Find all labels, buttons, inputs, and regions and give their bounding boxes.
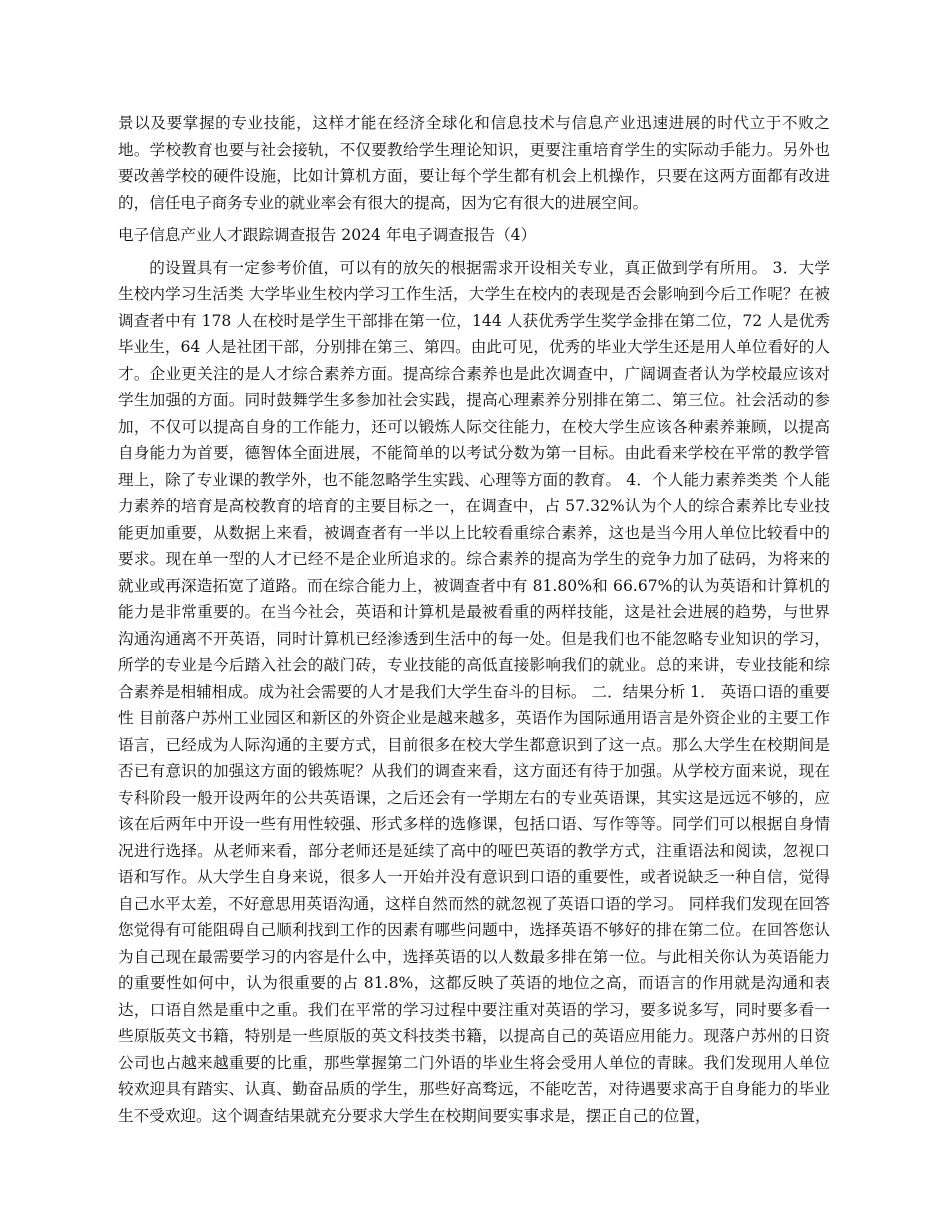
section-heading: 电子信息产业人才跟踪调查报告 2024 年电子调查报告（4）	[118, 226, 537, 244]
body-paragraph-1: 景以及要掌握的专业技能，这样才能在经济全球化和信息技术与信息产业迅速进展的时代立于不败之地。学校教育也要与社会接轨，不仅要教给学生理论知识，更要注重培育学生的实际动手能力。另外也要改善学校的硬件设施，比如计算机方面，要让每个学生都有机会上机操作，只要在这两方面都有改进的，信任电子商务专业的就业率会有很大的提高，因为它有很大的进展空间。	[118, 114, 830, 212]
body-paragraph-2: 的设置具有一定参考价值，可以有的放矢的根据需求开设相关专业，真正做到学有所用。 3．大学生校内学习生活类 大学毕业生校内学习工作生活，大学生在校内的表现是否会影响到今后工作呢？在被调查者中有 178 人在校时是学生干部排在第一位，144 人获优秀学生奖学金排在第二位，72 人是优秀毕业生，64 人是社团干部，分别排在第三、第四。由此可见，优秀的毕业大学生还是用人单位看好的人才。企业更关注的是人才综合素养方面。提高综合素养也是此次调查中，广阔调查者认为学校最应该对学生加强的方面。同时鼓舞学生多参加社会实践，提高心理素养分别排在第二、第三位。社会活动的参加，不仅可以提高自身的工作能力，还可以锻炼人际交往能力，在校大学生应该各种素养兼顾，以提高自身能力为首要，德智体全面进展，不能简单的以考试分数为第一目标。由此看来学校在平常的教学管理上，除了专业课的教学外，也不能忽略学生实践、心理等方面的教育。 4．个人能力素养类类 个人能力素养的培育是高校教育的培育的主要目标之一，在调查中，占 57.32%认为个人的综合素养比专业技能更加重要，从数据上来看，被调查者有一半以上比较看重综合素养，这也是当今用人单位比较看中的要求。现在单一型的人才已经不是企业所追求的。综合素养的提高为学生的竞争力加了砝码，为将来的就业或再深造拓宽了道路。而在综合能力上，被调查者中有 81.80%和 66.67%的认为英语和计算机的能力是非常重要的。在当今社会，英语和计算机是最被看重的两样技能，这是社会进展的趋势，与世界沟通沟通离不开英语，同时计算机已经渗透到生活中的每一处。但是我们也不能忽略专业知识的学习，所学的专业是今后踏入社会的敲门砖，专业技能的高低直接影响我们的就业。总的来讲，专业技能和综合素养是相辅相成。成为社会需要的人才是我们大学生奋斗的目标。 二．结果分析 1． 英语口语的重要性 目前落户苏州工业园区和新区的外资企业是越来越多，英语作为国际通用语言是外资企业的主要工作语言，已经成为人际沟通的主要方式，目前很多在校大学生都意识到了这一点。那么大学生在校期间是否已有意识的加强这方面的锻炼呢？从我们的调查来看，这方面还有待于加强。从学校方面来说，现在专科阶段一般开设两年的公共英语课，之后还会有一学期左右的专业英语课，其实这是远远不够的，应该在后两年中开设一些有用性较强、形式多样的选修课，包括口语、写作等等。同学们可以根据自身情况进行选择。从老师来看，部分老师还是延续了高中的哑巴英语的教学方式，注重语法和阅读，忽视口语和写作。从大学生自身来说，很多人一开始并没有意识到口语的重要性，或者说缺乏一种自信，觉得自己水平太差，不好意思用英语沟通，这样自然而然的就忽视了英语口语的学习。 同样我们发现在回答您觉得有可能阻碍自己顺利找到工作的因素有哪些问题中，选择英语不够好的排在第二位。在回答您认为自己现在最需要学习的内容是什么中，选择英语的以人数最多排在第一位。与此相关你认为英语能力的重要性如何中，认为很重要的占 81.8%，这都反映了英语的地位之高，而语言的作用就是沟通和表达，口语自然是重中之重。我们在平常的学习过程中要注重对英语的学习，要多说多写，同时要多看一些原版英文书籍，特别是一些原版的英文科技类书籍，以提高自己的英语应用能力。现落户苏州的日资公司也占越来越重要的比重，那些掌握第二门外语的毕业生将会受用人单位的青睐。我们发现用人单位较欢迎具有踏实、认真、勤奋品质的学生，那些好高骛远，不能吃苦，对待遇要求高于自身能力的毕业生不受欢迎。这个调查结果就充分要求大学生在校期间要实事求是，摆正自己的位置，	[118, 258, 830, 1125]
document-page	[118, 0, 830, 1129]
